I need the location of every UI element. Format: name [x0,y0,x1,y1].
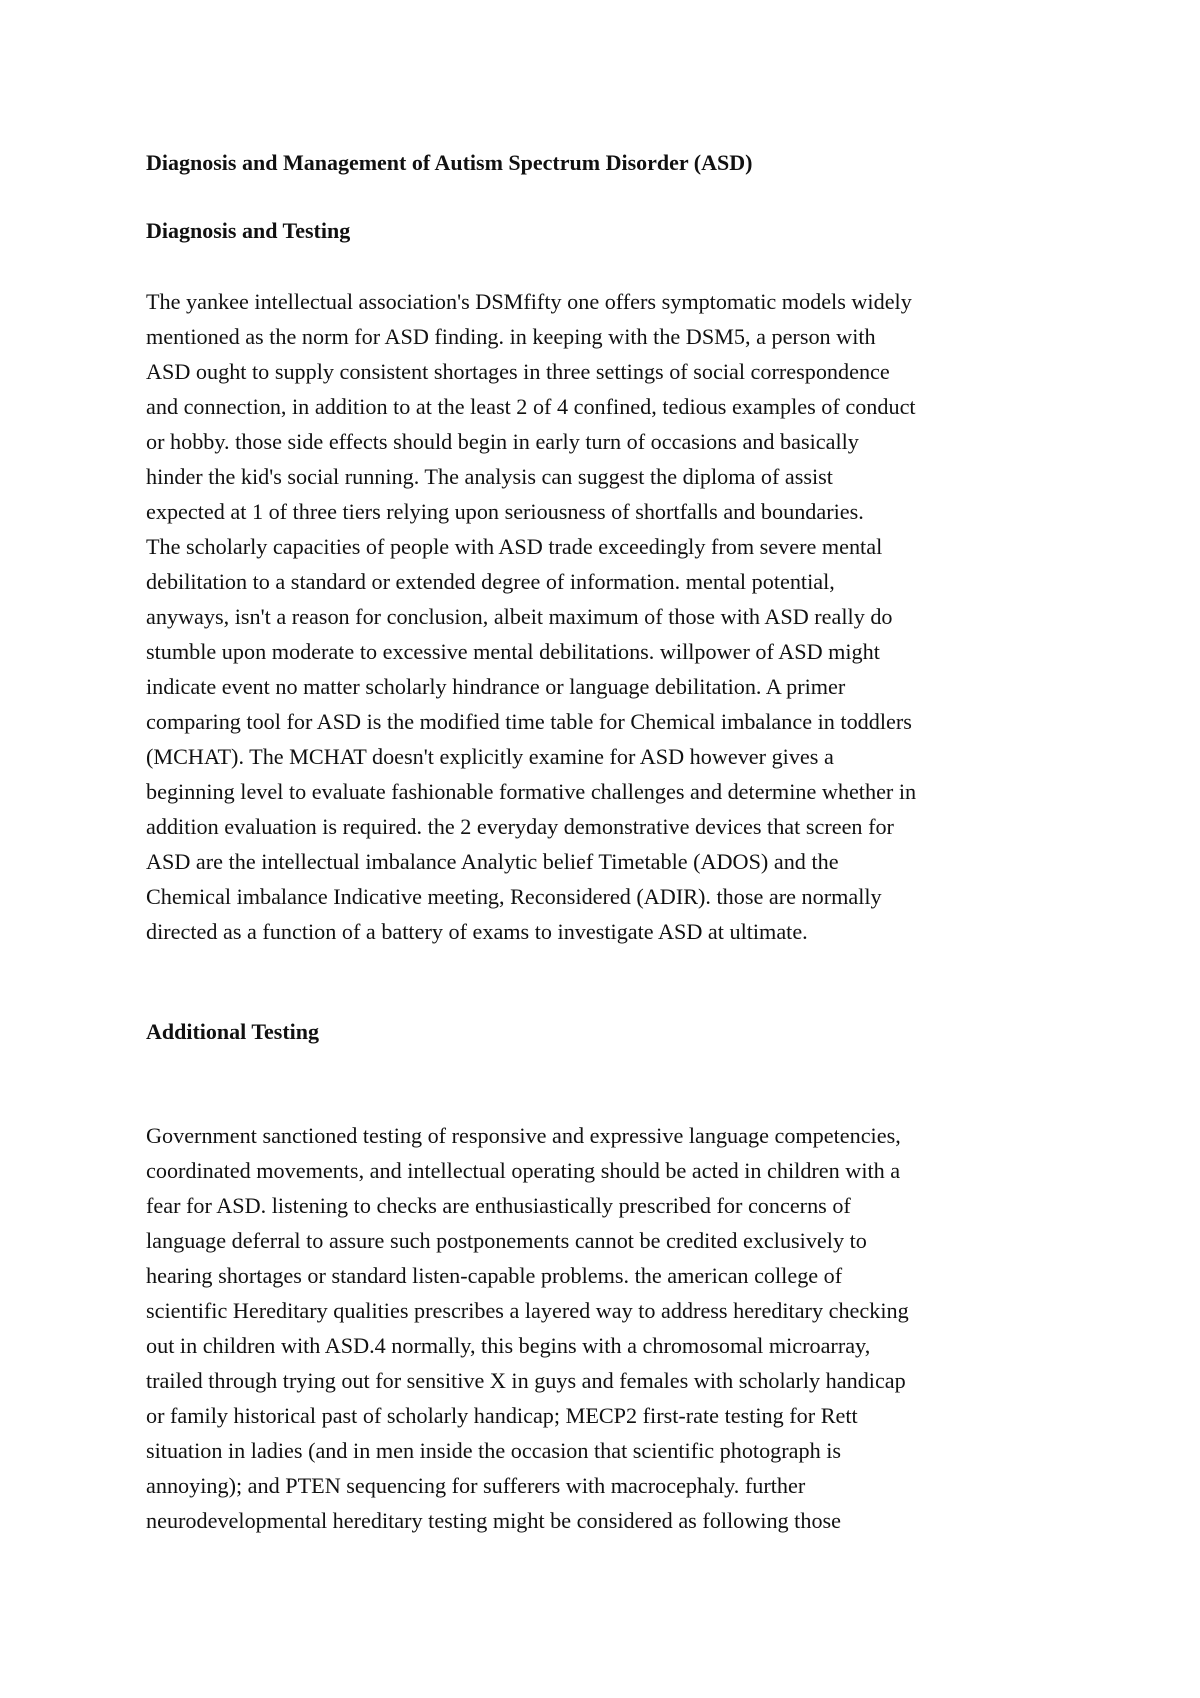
text-line: addition evaluation is required. the 2 everyday demonstrative devices that screen for [146,814,894,839]
text-line: anyways, isn't a reason for conclusion, albeit maximum of those with ASD really do [146,604,893,629]
text-line: beginning level to evaluate fashionable formative challenges and determine whether in [146,779,917,804]
text-line: trailed through trying out for sensitive X in guys and females with scholarly handicap [146,1368,906,1393]
text-line: out in children with ASD.4 normally, this begins with a chromosomal microarray, [146,1333,871,1358]
text-line: or hobby. those side effects should begin in early turn of occasions and basically [146,429,859,454]
paragraph-diagnosis-and-testing [146,284,916,949]
text-line: situation in ladies (and in men inside the occasion that scientific photograph is [146,1438,842,1463]
text-line: and connection, in addition to at the least 2 of 4 confined, tedious examples of conduct [146,394,916,419]
text-line: or family historical past of scholarly handicap; MECP2 first-rate testing for Rett [146,1403,858,1428]
text-line: Chemical imbalance Indicative meeting, Reconsidered (ADIR). those are normally [146,884,882,909]
text-line: stumble upon moderate to excessive mental debilitations. willpower of ASD might [146,639,880,664]
text-line: directed as a function of a battery of exams to investigate ASD at ultimate. [146,919,808,944]
text-line: annoying); and PTEN sequencing for sufferers with macrocephaly. further [146,1473,806,1498]
text-line: fear for ASD. listening to checks are enthusiastically prescribed for concerns of [146,1193,851,1218]
text-line: indicate event no matter scholarly hindrance or language debilitation. A primer [146,674,846,699]
text-line: The scholarly capacities of people with ASD trade exceedingly from severe mental [146,534,883,559]
text-line: scientific Hereditary qualities prescribes a layered way to address hereditary checking [146,1298,909,1323]
text-line: language deferral to assure such postponements cannot be credited exclusively to [146,1228,867,1253]
text-line: comparing tool for ASD is the modified time table for Chemical imbalance in toddlers [146,709,912,734]
text-line: The yankee intellectual association's DSMfifty one offers symptomatic models widely [146,289,912,314]
text-line: (MCHAT). The MCHAT doesn't explicitly examine for ASD however gives a [146,744,834,769]
text-line: hinder the kid's social running. The analysis can suggest the diploma of assist [146,464,833,489]
text-line: coordinated movements, and intellectual operating should be acted in children with a [146,1158,901,1183]
text-line: debilitation to a standard or extended degree of information. mental potential, [146,569,835,594]
section-heading-additional-testing: Additional Testing [146,1019,320,1044]
text-line: mentioned as the norm for ASD finding. in keeping with the DSM5, a person with [146,324,876,349]
section-heading-diagnosis-and-testing: Diagnosis and Testing [146,218,351,243]
document-title: Diagnosis and Management of Autism Spectrum Disorder (ASD) [146,150,753,175]
text-line: hearing shortages or standard listen-capable problems. the american college of [146,1263,843,1288]
text-line: Government sanctioned testing of responsive and expressive language competencies, [146,1123,901,1148]
paragraph-additional-testing [146,1118,909,1538]
text-line: ASD are the intellectual imbalance Analytic belief Timetable (ADOS) and the [146,849,839,874]
text-line: ASD ought to supply consistent shortages in three settings of social correspondence [146,359,890,384]
text-line: expected at 1 of three tiers relying upon seriousness of shortfalls and boundaries. [146,499,864,524]
text-line: neurodevelopmental hereditary testing might be considered as following those [146,1508,842,1533]
